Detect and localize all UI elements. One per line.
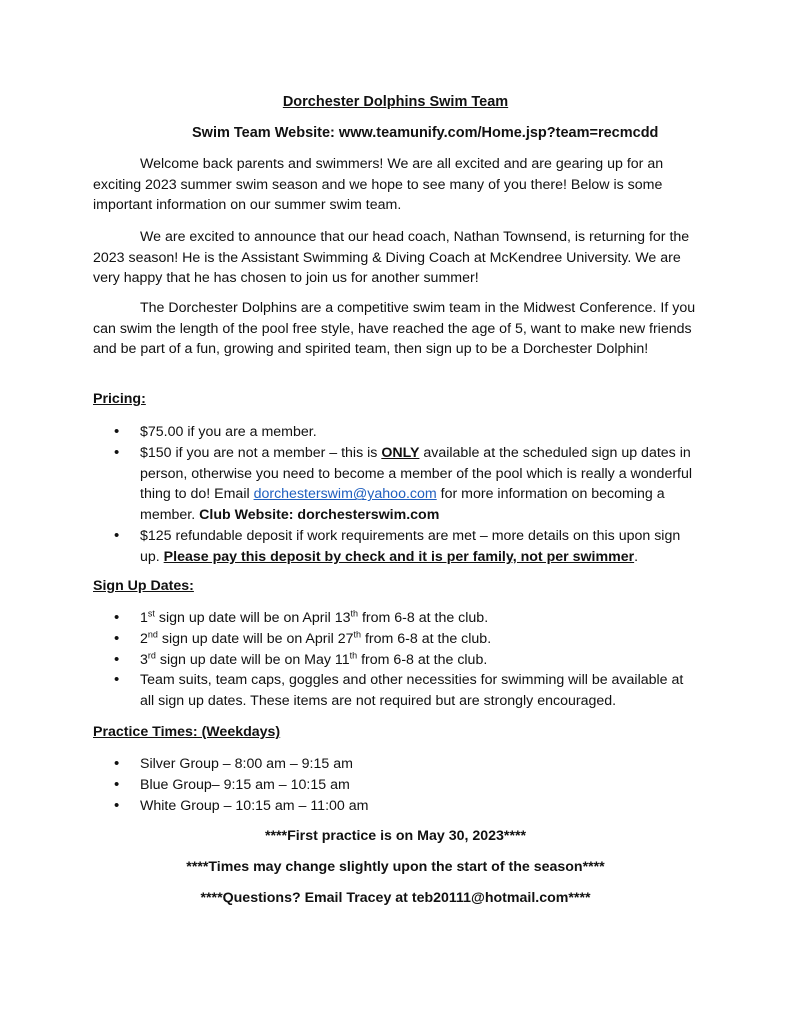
paragraph-coach — [93, 227, 703, 289]
signup-2-sup2: th — [353, 629, 362, 640]
signup-2-num: 2 — [140, 630, 148, 647]
practice-item-blue: • Blue Group– 9:15 am – 10:15 am — [93, 775, 698, 796]
practice-item-white: • White Group – 10:15 am – 11:00 am — [93, 796, 698, 817]
paragraph-welcome — [93, 154, 703, 216]
pricing-email-link[interactable]: dorchesterswim@yahoo.com — [253, 486, 437, 503]
paragraph-team — [93, 298, 703, 360]
pricing-deposit-text-a: $125 refundable deposit if work requirements are met – more details on this upon sign up. — [140, 527, 681, 565]
note-questions: ****Questions? Email Tracey at teb20111@hotmail.com**** — [200, 890, 591, 906]
signup-1-sup2: th — [350, 608, 359, 619]
signup-3-text-b: from 6-8 at the club. — [357, 651, 488, 668]
signup-3-text-a: sign up date will be on May 11 — [155, 651, 350, 668]
pricing-deposit-emphasis: Please pay this deposit by check and it is per family, not per swimmer — [163, 548, 635, 565]
signup-2-sup: nd — [147, 629, 158, 640]
signup-heading: Sign Up Dates: — [93, 578, 194, 594]
pricing-deposit-text-b: . — [634, 548, 639, 565]
signup-list — [93, 608, 698, 712]
signup-item-4: • Team suits, team caps, goggles and other necessities for swimming will be available at all sign up dates. These items are not required but are strongly encouraged. — [93, 670, 698, 712]
practice-list — [93, 754, 698, 816]
pricing-heading: Pricing: — [93, 391, 146, 407]
pricing-only-emphasis: ONLY — [381, 444, 420, 461]
signup-1-text-a: sign up date will be on April 13 — [154, 610, 351, 626]
signup-3-sup2: th — [349, 649, 358, 660]
signup-item-3 — [93, 650, 698, 671]
pricing-item-nonmember — [93, 443, 698, 526]
website-line: Swim Team Website: www.teamunify.com/Home.jsp?team=recmcdd — [192, 125, 659, 141]
paragraph-coach-text: We are excited to announce that our head coach, Nathan Townsend, is returning for the 2023 season! He is the Assistant Swimming & Diving Coach at McKendree University. We are very happy that he has chosen to join us for another summer! — [93, 229, 690, 286]
pricing-nonmember-text-a: $150 if you are not a member – this is — [140, 444, 382, 461]
note-times-change: ****Times may change slightly upon the start of the season**** — [186, 859, 605, 875]
pricing-nonmember-text-b: available at the scheduled sign up dates in person, otherwise you need to become a member of the pool which is really a wonderful thing to do! Email — [140, 444, 693, 503]
pricing-item-member: • $75.00 if you are a member. — [93, 422, 698, 443]
pricing-club-website: Club Website: dorchesterswim.com — [199, 507, 440, 524]
practice-heading: Practice Times: (Weekdays) — [93, 724, 281, 740]
signup-1-sup: st — [147, 608, 155, 619]
signup-item-2 — [93, 629, 698, 650]
paragraph-team-text: The Dorchester Dolphins are a competitive swim team in the Midwest Conference. If you can swim the length of the pool free style, have reached the age of 5, want to make new friends and be part of a fun, growing and spirited team, then sign up to be a Dorchester Dolphin! — [93, 300, 696, 357]
signup-1-text-b: from 6-8 at the club. — [358, 610, 489, 626]
note-first-practice: ****First practice is on May 30, 2023**** — [264, 828, 527, 844]
practice-item-silver: • Silver Group – 8:00 am – 9:15 am — [93, 754, 698, 775]
signup-2-text-b: from 6-8 at the club. — [361, 630, 492, 647]
signup-3-sup: rd — [147, 649, 156, 660]
document-title: Dorchester Dolphins Swim Team — [282, 94, 509, 110]
pricing-list — [93, 422, 698, 568]
signup-2-text-a: sign up date will be on April 27 — [157, 630, 354, 647]
signup-1-num: 1 — [140, 610, 148, 626]
signup-item-1 — [93, 608, 698, 629]
pricing-nonmember-text-c: for more information on becoming a member. — [140, 486, 665, 524]
pricing-item-deposit — [93, 526, 698, 568]
signup-3-num: 3 — [140, 651, 148, 668]
paragraph-welcome-text: Welcome back parents and swimmers! We are all excited and are gearing up for an exciting 2023 summer swim season and we hope to see many of you there! Below is some important information on our summer swim team. — [93, 156, 664, 213]
